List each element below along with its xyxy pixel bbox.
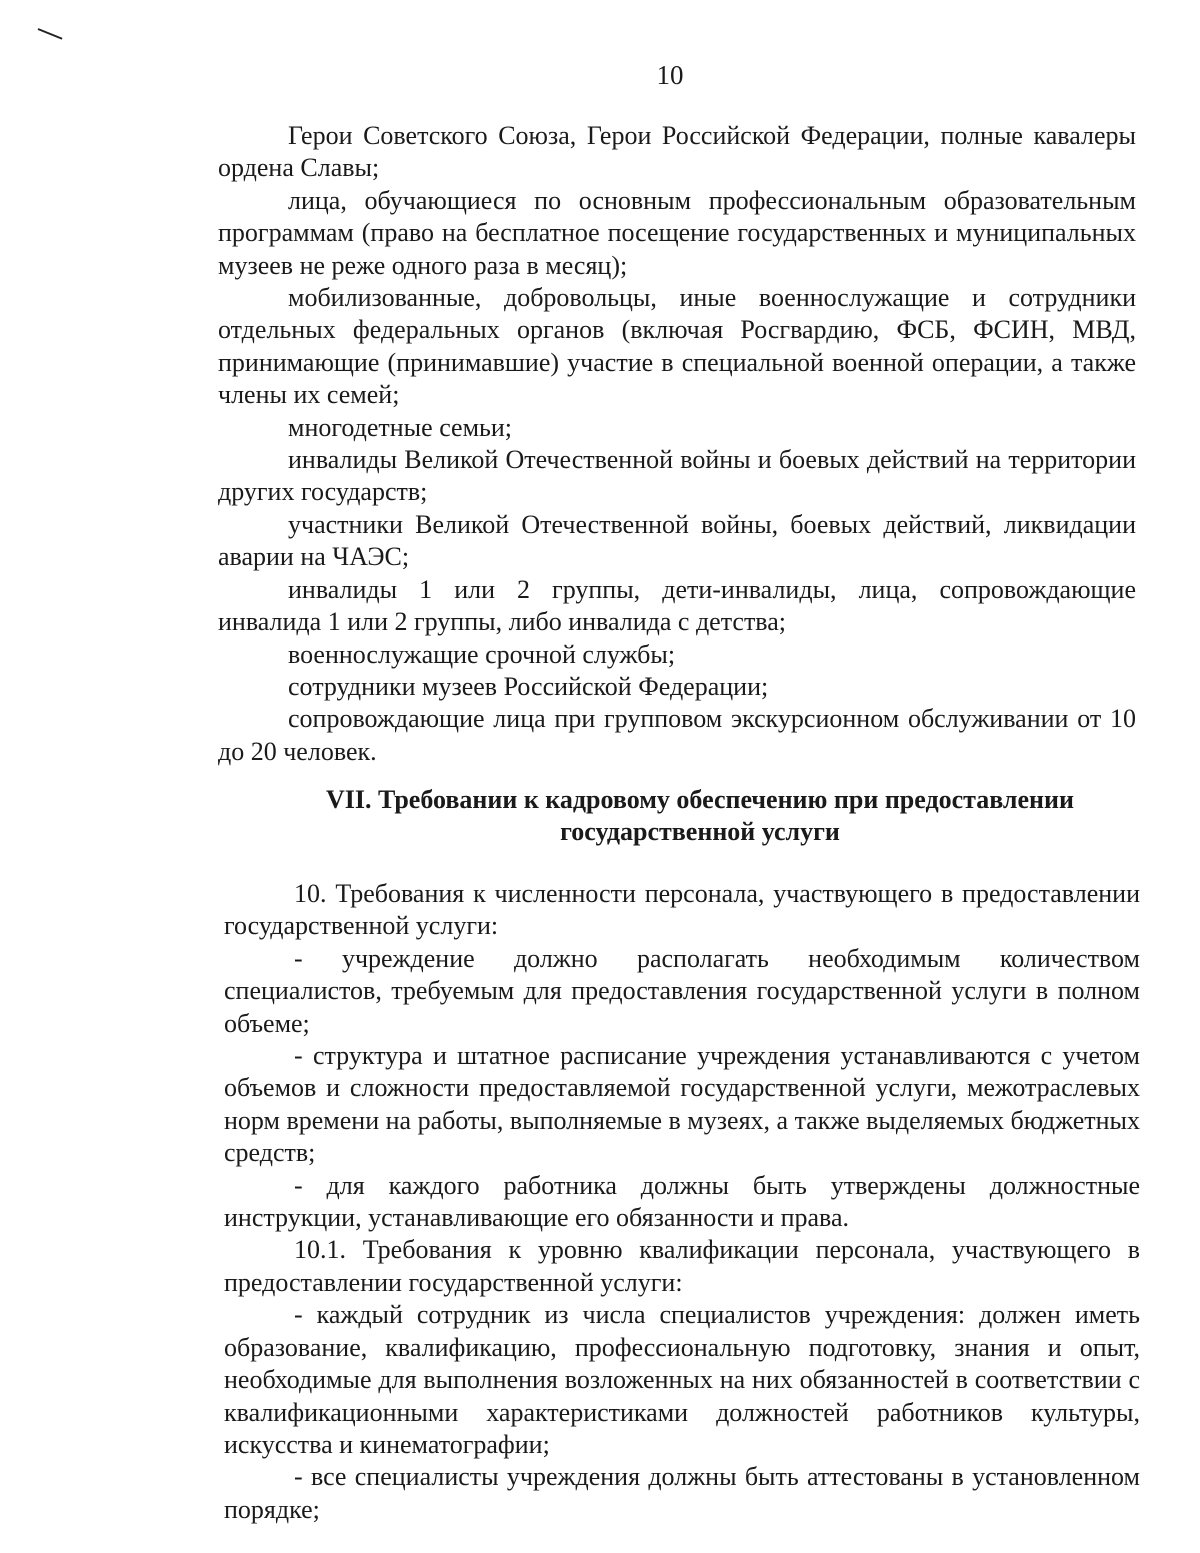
paragraph: - все специалисты учреждения должны быть аттестованы в установленном порядке; bbox=[224, 1462, 1140, 1524]
eligible-categories-list bbox=[218, 120, 1136, 768]
list-item: инвалиды 1 или 2 группы, дети-инвалиды, лица, сопровождающие инвалида 1 или 2 группы, либо инвалида с детства; bbox=[218, 574, 1136, 637]
staffing-requirements bbox=[224, 878, 1140, 1526]
list-item: инвалиды Великой Отечественной войны и боевых действий на территории других государств; bbox=[218, 445, 1136, 507]
paragraph: 10. Требования к численности персонала, участвующего в предоставлении государственной услуги: bbox=[224, 879, 1140, 941]
paragraph: - для каждого работника должны быть утверждены должностные инструкции, устанавливающие его обязанности и права. bbox=[224, 1170, 1140, 1233]
list-item: мобилизованные, добровольцы, иные военнослужащие и сотрудники отдельных федеральных органов (включая Росгвардию, ФСБ, ФСИН, МВД, принимающие (принимавшие) участие в специальной военной операции, а также члены их семей; bbox=[218, 283, 1136, 410]
list-item: участники Великой Отечественной войны, боевых действий, ликвидации аварии на ЧАЭС; bbox=[218, 509, 1136, 572]
page-number: 10 bbox=[656, 60, 684, 90]
list-item: многодетные семьи; bbox=[288, 412, 513, 442]
scan-mark bbox=[38, 28, 63, 40]
section-heading bbox=[200, 784, 1200, 849]
paragraph: - каждый сотрудник из числа специалистов учреждения: должен иметь образование, квалификацию, профессиональную подготовку, знания и опыт, необходимые для выполнения возложенных на них обязанностей в соответствии с квалификационными характеристиками должностей работников культуры, искусства и кинематографии; bbox=[224, 1300, 1140, 1459]
list-item: военнослужащие срочной службы; bbox=[288, 639, 676, 669]
list-item: сотрудники музеев Российской Федерации; bbox=[288, 671, 769, 701]
list-item: Герои Советского Союза, Герои Российской Федерации, полные кавалеры ордена Славы; bbox=[218, 121, 1136, 183]
paragraph: - учреждение должно располагать необходимым количеством специалистов, требуемым для предоставления государственной услуги в полном объеме; bbox=[224, 943, 1140, 1038]
list-item: лица, обучающиеся по основным профессиональным образовательным программам (право на бесплатное посещение государственных и муниципальных музеев не реже одного раза в месяц); bbox=[218, 185, 1136, 280]
section-heading-line: VII. Требовании к кадровому обеспечению при предоставлении bbox=[325, 785, 1075, 814]
list-item: сопровождающие лица при групповом экскурсионном обслуживании от 10 до 20 человек. bbox=[218, 704, 1136, 766]
paragraph: 10.1. Требования к уровню квалификации персонала, участвующего в предоставлении государственной услуги: bbox=[224, 1235, 1140, 1297]
section-heading-line: государственной услуги bbox=[560, 817, 840, 847]
paragraph: - структура и штатное расписание учреждения устанавливаются с учетом объемов и сложности предоставляемой государственной услуги, межотраслевых норм времени на работы, выполняемые в музеях, а также выделяемых бюджетных средств; bbox=[224, 1041, 1140, 1168]
